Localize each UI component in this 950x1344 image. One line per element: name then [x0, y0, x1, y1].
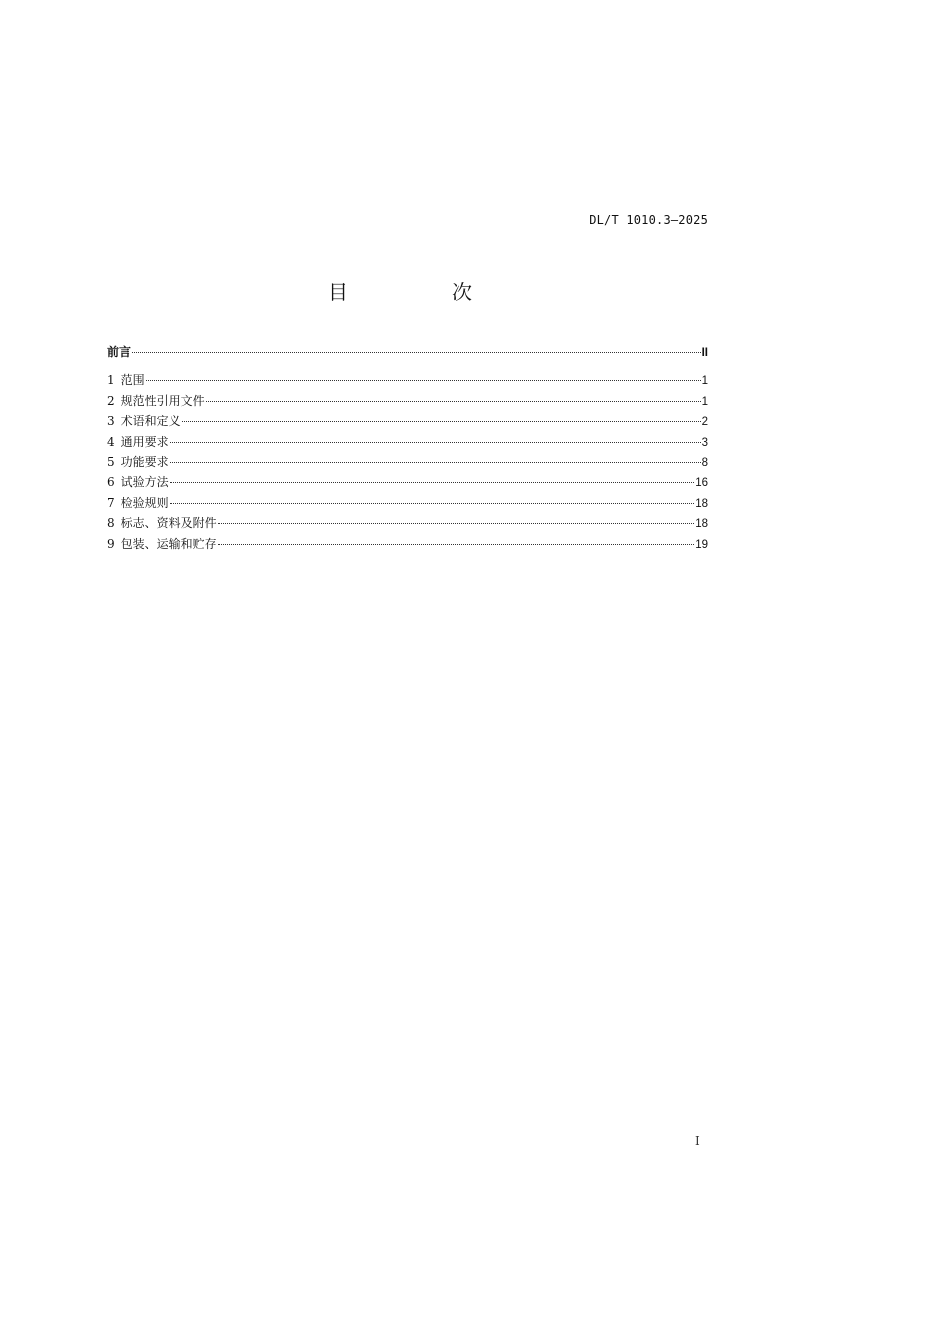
toc-entry-number: 4 [107, 434, 115, 449]
dot-leader [146, 380, 701, 381]
toc-entry-label: 功能要求 [120, 454, 169, 469]
toc-entry[interactable] [107, 493, 708, 513]
toc-entry-page: 18 [695, 497, 708, 510]
toc-entry-number: 5 [107, 454, 115, 469]
page-number: I [695, 1134, 700, 1148]
toc-entry-label: 包装、运输和贮存 [120, 536, 217, 551]
dot-leader [182, 421, 701, 422]
dot-leader [170, 482, 695, 483]
toc-entry-number: 1 [107, 373, 115, 388]
dot-leader [132, 352, 701, 353]
toc-entry-label: 术语和定义 [120, 414, 181, 429]
toc-entry[interactable] [107, 513, 708, 533]
toc-entry-number: 6 [107, 475, 115, 490]
toc-entry-label: 通用要求 [120, 434, 169, 449]
toc-entry[interactable] [107, 432, 708, 452]
dot-leader [206, 401, 701, 402]
toc-entry-page: 18 [695, 518, 708, 531]
toc-entry[interactable] [107, 391, 708, 411]
toc-entry[interactable] [107, 370, 708, 390]
toc-entry-page: 1 [701, 375, 708, 388]
toc-entry-page: 1 [701, 395, 708, 408]
dot-leader [170, 462, 701, 463]
dot-leader [218, 523, 695, 524]
toc-entry[interactable] [107, 452, 708, 472]
toc-entry-label: 规范性引用文件 [120, 393, 205, 408]
toc-entry-number: 3 [107, 414, 115, 429]
toc-entry-page: 3 [701, 436, 708, 449]
toc-title: 目 次 [328, 280, 514, 304]
toc-entry-page: 16 [695, 477, 708, 490]
toc-entry-label: 检验规则 [120, 495, 169, 510]
toc-entry-number: 7 [107, 495, 115, 510]
toc-entry-page: 8 [701, 456, 708, 469]
dot-leader [170, 503, 695, 504]
toc-entry-number: 8 [107, 516, 115, 531]
toc-entry-number: 2 [107, 393, 115, 408]
toc-entry-number: 9 [107, 536, 115, 551]
toc-entry-preface[interactable] [107, 342, 708, 362]
toc-entry-page: 2 [701, 416, 708, 429]
toc-entry-label: 试验方法 [120, 475, 169, 490]
standard-code: DL/T 1010.3—2025 [589, 213, 708, 227]
toc-entry-page: 19 [695, 538, 708, 551]
toc-entry[interactable] [107, 411, 708, 431]
toc-entry-page: II [701, 347, 708, 359]
toc-entry-label: 范围 [120, 373, 145, 388]
toc-entry-label: 标志、资料及附件 [120, 516, 217, 531]
toc-entry-label: 前言 [107, 345, 132, 359]
dot-leader [218, 544, 695, 545]
dot-leader [170, 442, 701, 443]
toc-entry[interactable] [107, 534, 708, 554]
table-of-contents [107, 342, 708, 554]
toc-entry[interactable] [107, 472, 708, 492]
